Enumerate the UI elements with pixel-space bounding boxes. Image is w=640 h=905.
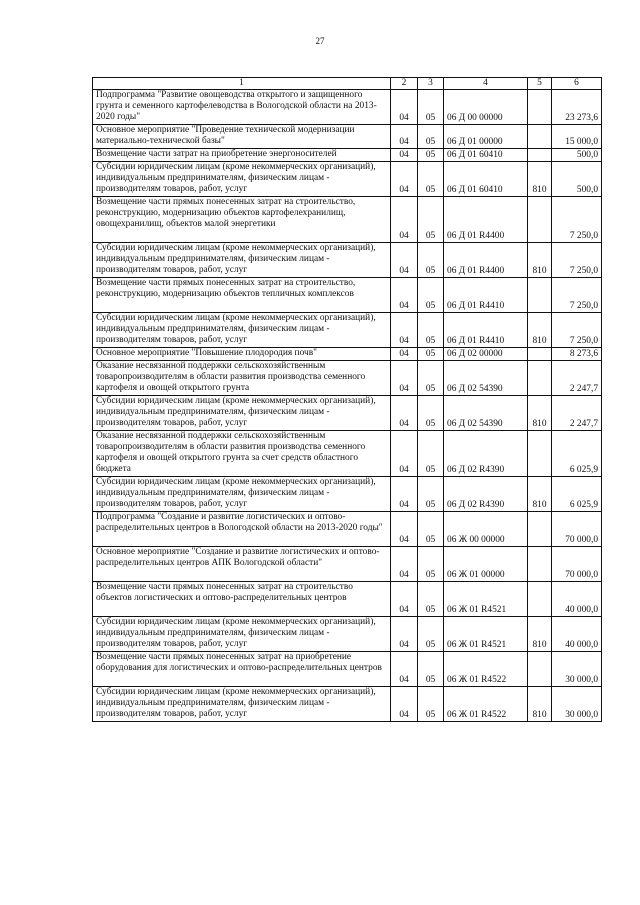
row-target-article-code: 06 Д 00 00000 <box>444 90 528 125</box>
row-subsection-code: 05 <box>418 547 444 582</box>
row-section-code: 04 <box>391 547 418 582</box>
table-row <box>93 361 602 396</box>
row-amount: 30 000,0 <box>552 652 602 687</box>
row-subsection-code: 05 <box>418 512 444 547</box>
row-description: Основное мероприятие "Проведение технической модернизации материально-технической базы" <box>93 125 391 149</box>
row-amount: 70 000,0 <box>552 512 602 547</box>
row-description: Оказание несвязанной поддержки сельскохозяйственным товаропроизводителям в области развития производства семенного картофеля и овощей открытого грунта за счет средств областного бюджета <box>93 431 391 477</box>
row-section-code: 04 <box>391 313 418 348</box>
row-expense-type-code <box>528 582 552 617</box>
row-section-code: 04 <box>391 652 418 687</box>
row-description: Субсидии юридическим лицам (кроме некоммерческих организаций), индивидуальным предпринимателям, физическим лицам - производителям товаров, работ, услуг <box>93 617 391 652</box>
row-section-code: 04 <box>391 90 418 125</box>
row-section-code: 04 <box>391 162 418 197</box>
row-amount: 15 000,0 <box>552 125 602 149</box>
row-expense-type-code <box>528 547 552 582</box>
table-row <box>93 431 602 477</box>
row-amount: 70 000,0 <box>552 547 602 582</box>
table-row <box>93 278 602 313</box>
row-expense-type-code <box>528 652 552 687</box>
row-target-article-code: 06 Ж 01 R4522 <box>444 687 528 722</box>
row-target-article-code: 06 Д 02 R4390 <box>444 477 528 512</box>
row-subsection-code: 05 <box>418 431 444 477</box>
row-description: Субсидии юридическим лицам (кроме некоммерческих организаций), индивидуальным предпринимателям, физическим лицам - производителям товаров, работ, услуг <box>93 162 391 197</box>
row-description: Оказание несвязанной поддержки сельскохозяйственным товаропроизводителям в области развития производства семенного картофеля и овощей открытого грунта <box>93 361 391 396</box>
row-expense-type-code: 810 <box>528 477 552 512</box>
table-row <box>93 348 602 361</box>
row-amount: 30 000,0 <box>552 687 602 722</box>
row-expense-type-code <box>528 125 552 149</box>
row-section-code: 04 <box>391 582 418 617</box>
row-subsection-code: 05 <box>418 348 444 361</box>
row-expense-type-code <box>528 431 552 477</box>
row-target-article-code: 06 Д 01 60410 <box>444 149 528 162</box>
row-amount: 23 273,6 <box>552 90 602 125</box>
row-expense-type-code <box>528 512 552 547</box>
row-description: Возмещение части прямых понесенных затрат на строительство, реконструкцию, модернизацию объектов картофелехранилищ, овощехранилищ, объектов малой энергетики <box>93 197 391 243</box>
row-target-article-code: 06 Ж 01 00000 <box>444 547 528 582</box>
table-row <box>93 687 602 722</box>
row-expense-type-code: 810 <box>528 396 552 431</box>
row-target-article-code: 06 Д 01 R4400 <box>444 243 528 278</box>
row-section-code: 04 <box>391 125 418 149</box>
table-row <box>93 617 602 652</box>
row-expense-type-code <box>528 278 552 313</box>
row-subsection-code: 05 <box>418 582 444 617</box>
row-description: Возмещение части затрат на приобретение энергоносителей <box>93 149 391 162</box>
row-subsection-code: 05 <box>418 652 444 687</box>
row-subsection-code: 05 <box>418 361 444 396</box>
row-subsection-code: 05 <box>418 396 444 431</box>
row-expense-type-code <box>528 149 552 162</box>
row-subsection-code: 05 <box>418 162 444 197</box>
row-section-code: 04 <box>391 278 418 313</box>
row-subsection-code: 05 <box>418 90 444 125</box>
row-section-code: 04 <box>391 617 418 652</box>
table-row <box>93 512 602 547</box>
row-subsection-code: 05 <box>418 243 444 278</box>
row-section-code: 04 <box>391 431 418 477</box>
row-expense-type-code <box>528 348 552 361</box>
row-description: Возмещение части прямых понесенных затрат на строительство объектов логистических и оптово-распределительных центров <box>93 582 391 617</box>
row-description: Основное мероприятие "Создание и развитие логистических и оптово-распределительных центров АПК Вологодской области" <box>93 547 391 582</box>
row-target-article-code: 06 Д 02 R4390 <box>444 431 528 477</box>
row-description: Субсидии юридическим лицам (кроме некоммерческих организаций), индивидуальным предпринимателям, физическим лицам - производителям товаров, работ, услуг <box>93 243 391 278</box>
row-subsection-code: 05 <box>418 687 444 722</box>
row-amount: 7 250,0 <box>552 313 602 348</box>
row-section-code: 04 <box>391 477 418 512</box>
row-target-article-code: 06 Ж 01 R4522 <box>444 652 528 687</box>
row-amount: 500,0 <box>552 149 602 162</box>
row-amount: 8 273,6 <box>552 348 602 361</box>
table-row <box>93 547 602 582</box>
row-target-article-code: 06 Д 01 R4410 <box>444 313 528 348</box>
row-amount: 2 247,7 <box>552 396 602 431</box>
row-subsection-code: 05 <box>418 477 444 512</box>
header-cell-description: 1 <box>93 78 391 90</box>
row-description: Субсидии юридическим лицам (кроме некоммерческих организаций), индивидуальным предпринимателям, физическим лицам - производителям товаров, работ, услуг <box>93 687 391 722</box>
row-expense-type-code: 810 <box>528 162 552 197</box>
row-amount: 40 000,0 <box>552 582 602 617</box>
row-description: Возмещение части прямых понесенных затрат на приобретение оборудования для логистических и оптово-распределительных центров <box>93 652 391 687</box>
row-target-article-code: 06 Д 02 54390 <box>444 396 528 431</box>
header-cell-subsection: 3 <box>418 78 444 90</box>
row-expense-type-code <box>528 361 552 396</box>
table-row <box>93 477 602 512</box>
row-amount: 7 250,0 <box>552 197 602 243</box>
table-row <box>93 162 602 197</box>
row-subsection-code: 05 <box>418 149 444 162</box>
row-section-code: 04 <box>391 361 418 396</box>
row-description: Субсидии юридическим лицам (кроме некоммерческих организаций), индивидуальным предпринимателям, физическим лицам - производителям товаров, работ, услуг <box>93 396 391 431</box>
row-description: Подпрограмма "Создание и развитие логистических и оптово-распределительных центров в Вологодской области на 2013-2020 годы" <box>93 512 391 547</box>
row-expense-type-code <box>528 90 552 125</box>
row-expense-type-code: 810 <box>528 313 552 348</box>
row-subsection-code: 05 <box>418 313 444 348</box>
row-target-article-code: 06 Д 01 R4400 <box>444 197 528 243</box>
row-target-article-code: 06 Д 01 60410 <box>444 162 528 197</box>
row-amount: 7 250,0 <box>552 243 602 278</box>
row-description: Основное мероприятие "Повышение плодородия почв" <box>93 348 391 361</box>
row-target-article-code: 06 Ж 01 R4521 <box>444 582 528 617</box>
row-target-article-code: 06 Д 02 00000 <box>444 348 528 361</box>
table-row <box>93 652 602 687</box>
row-section-code: 04 <box>391 243 418 278</box>
row-expense-type-code: 810 <box>528 243 552 278</box>
budget-table <box>92 77 602 722</box>
row-amount: 7 250,0 <box>552 278 602 313</box>
row-description: Возмещение части прямых понесенных затрат на строительство, реконструкцию, модернизацию объектов тепличных комплексов <box>93 278 391 313</box>
row-amount: 6 025,9 <box>552 431 602 477</box>
row-target-article-code: 06 Д 01 R4410 <box>444 278 528 313</box>
table-row <box>93 197 602 243</box>
row-description: Субсидии юридическим лицам (кроме некоммерческих организаций), индивидуальным предпринимателям, физическим лицам - производителям товаров, работ, услуг <box>93 313 391 348</box>
row-section-code: 04 <box>391 396 418 431</box>
row-expense-type-code: 810 <box>528 687 552 722</box>
header-cell-expense-type: 5 <box>528 78 552 90</box>
table-row <box>93 582 602 617</box>
row-target-article-code: 06 Д 02 54390 <box>444 361 528 396</box>
row-expense-type-code: 810 <box>528 617 552 652</box>
header-cell-target-article: 4 <box>444 78 528 90</box>
row-target-article-code: 06 Ж 01 R4521 <box>444 617 528 652</box>
row-subsection-code: 05 <box>418 278 444 313</box>
row-target-article-code: 06 Д 01 00000 <box>444 125 528 149</box>
page-number: 27 <box>315 36 325 46</box>
row-section-code: 04 <box>391 348 418 361</box>
row-section-code: 04 <box>391 687 418 722</box>
header-cell-amount: 6 <box>552 78 602 90</box>
row-amount: 500,0 <box>552 162 602 197</box>
row-target-article-code: 06 Ж 00 00000 <box>444 512 528 547</box>
table-row <box>93 396 602 431</box>
row-expense-type-code <box>528 197 552 243</box>
table-row <box>93 90 602 125</box>
row-section-code: 04 <box>391 197 418 243</box>
row-subsection-code: 05 <box>418 125 444 149</box>
table-row <box>93 313 602 348</box>
row-amount: 6 025,9 <box>552 477 602 512</box>
row-subsection-code: 05 <box>418 197 444 243</box>
row-amount: 40 000,0 <box>552 617 602 652</box>
row-subsection-code: 05 <box>418 617 444 652</box>
table-row <box>93 243 602 278</box>
row-description: Субсидии юридическим лицам (кроме некоммерческих организаций), индивидуальным предпринимателям, физическим лицам - производителям товаров, работ, услуг <box>93 477 391 512</box>
table-body <box>93 90 602 722</box>
table-row <box>93 149 602 162</box>
row-section-code: 04 <box>391 149 418 162</box>
table-row <box>93 125 602 149</box>
row-amount: 2 247,7 <box>552 361 602 396</box>
header-cell-section: 2 <box>391 78 418 90</box>
row-description: Подпрограмма "Развитие овощеводства открытого и защищенного грунта и семенного картофелеводства в Вологодской области на 2013-2020 годы" <box>93 90 391 125</box>
row-section-code: 04 <box>391 512 418 547</box>
header-row <box>93 78 602 90</box>
